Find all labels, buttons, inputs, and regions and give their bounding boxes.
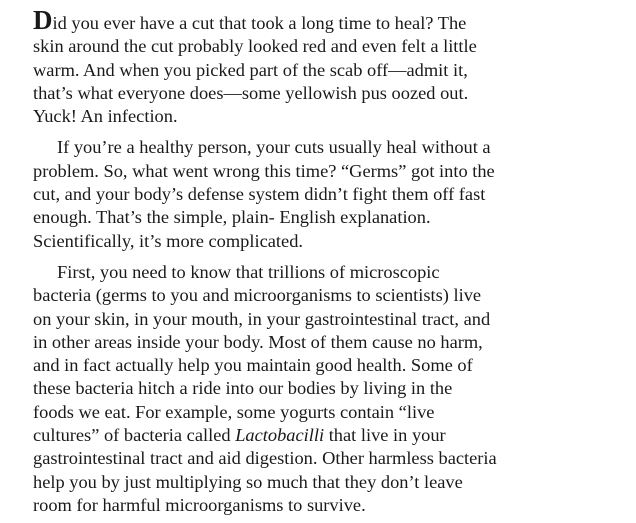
text-line: If you’re a healthy person, your cuts usually heal without a bbox=[57, 137, 491, 158]
text-line: warm. And when you picked part of the scab off—admit it, bbox=[33, 59, 468, 80]
text-line: Did you ever have a cut that took a long time to heal? The bbox=[33, 5, 467, 35]
text-line: these bacteria hitch a ride into our bodies by living in the bbox=[33, 378, 453, 399]
text-line: bacteria (germs to you and microorganisms to scientists) live bbox=[33, 285, 482, 306]
text-line: enough. That’s the simple, plain- English explanation. bbox=[33, 207, 431, 228]
paragraph-2 bbox=[33, 136, 633, 252]
text-line: Scientifically, it’s more complicated. bbox=[33, 230, 303, 251]
text-line: cultures” of bacteria called Lactobacilli that live in your bbox=[33, 425, 446, 446]
text-line: help you by just multiplying so much that they don’t leave bbox=[33, 471, 463, 492]
paragraph-1 bbox=[33, 5, 633, 128]
text-line: and in fact actually help you maintain good health. Some of bbox=[33, 355, 473, 376]
text-line: First, you need to know that trillions of microscopic bbox=[57, 261, 440, 282]
drop-cap: D bbox=[33, 5, 53, 35]
text-line: gastrointestinal tract and aid digestion. Other harmless bacteria bbox=[33, 448, 497, 469]
text-line: skin around the cut probably looked red and even felt a little bbox=[33, 36, 477, 57]
paragraph-3 bbox=[33, 261, 633, 517]
text-line: on your skin, in your mouth, in your gastrointestinal tract, and bbox=[33, 308, 491, 329]
document-page bbox=[33, 5, 633, 517]
italic-term: Lactobacilli bbox=[235, 425, 325, 446]
text-line: room for harmful microorganisms to survive. bbox=[33, 494, 366, 515]
text-line: problem. So, what went wrong this time? “Germs” got into the bbox=[33, 160, 495, 181]
text-line: that’s what everyone does—some yellowish pus oozed out. bbox=[33, 82, 469, 103]
text-line: cut, and your body’s defense system didn’t fight them off fast bbox=[33, 184, 486, 205]
text-line: foods we eat. For example, some yogurts contain “live bbox=[33, 401, 435, 422]
text-line: in other areas inside your body. Most of them cause no harm, bbox=[33, 331, 483, 352]
text-line: Yuck! An infection. bbox=[33, 106, 178, 127]
